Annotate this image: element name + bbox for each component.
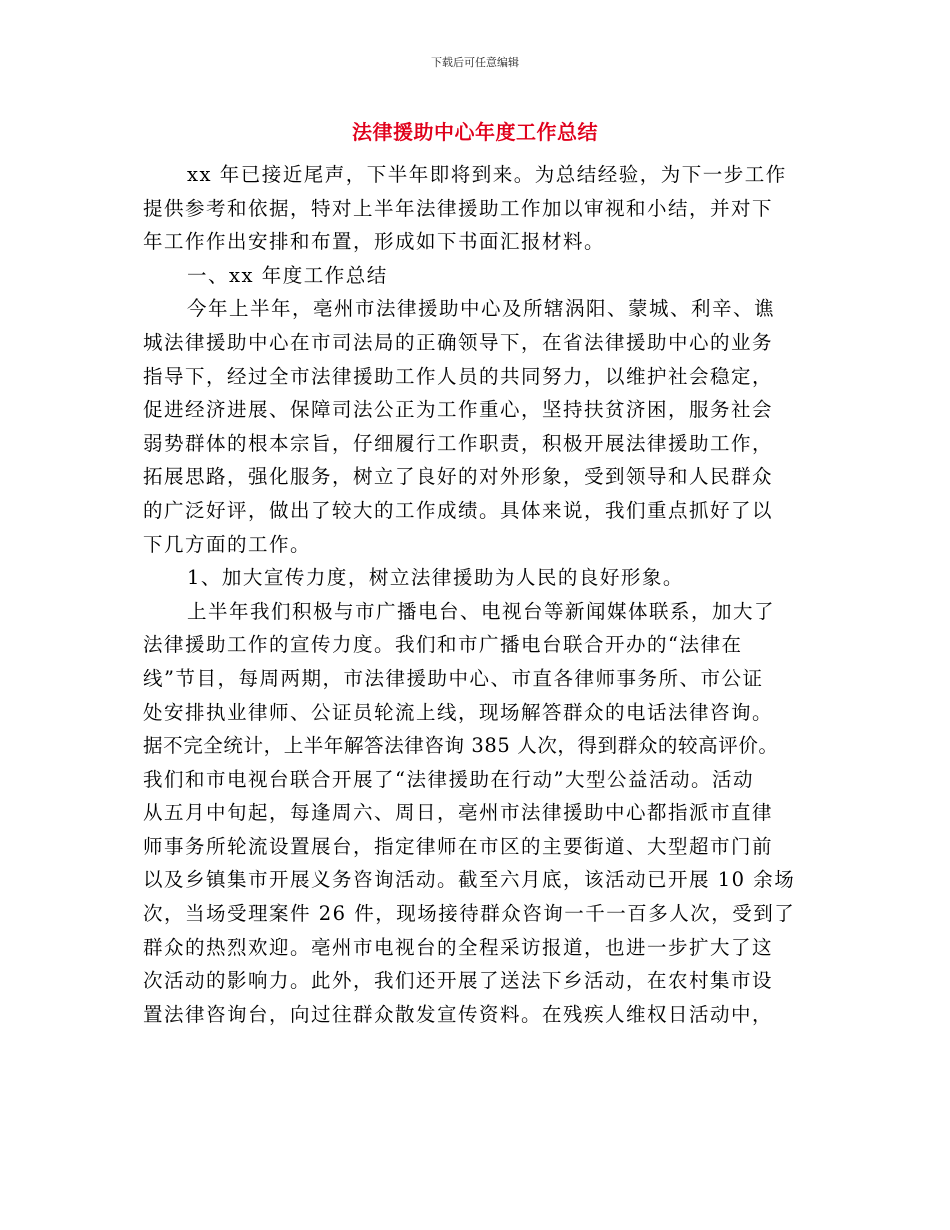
- paragraph-line: 据不完全统计，上半年解答法律咨询 385 人次，得到群众的较高评价。: [143, 734, 779, 758]
- section-heading: 一、xx 年度工作总结: [187, 263, 388, 287]
- paragraph-line: 弱势群体的根本宗旨，仔细履行工作职责，积极开展法律援助工作，: [143, 431, 774, 455]
- paragraph-line: 的广泛好评，做出了较大的工作成绩。具体来说，我们重点抓好了以: [143, 498, 774, 522]
- paragraph-line: 师事务所轮流设置展台，指定律师在市区的主要街道、大型超市门前: [143, 834, 774, 858]
- paragraph-line: xx 年已接近尾声，下半年即将到来。为总结经验，为下一步工作: [187, 163, 787, 186]
- paragraph-line: 次，当场受理案件 26 件，现场接待群众咨询一千一百多人次，受到了: [143, 902, 796, 926]
- paragraph-line: 拓展思路，强化服务，树立了良好的对外形象，受到领导和人民群众: [143, 465, 774, 489]
- paragraph-line: 指导下，经过全市法律援助工作人员的共同努力，以维护社会稳定，: [143, 364, 774, 388]
- paragraph-line: 城法律援助中心在市司法局的正确领导下，在省法律援助中心的业务: [143, 330, 774, 354]
- paragraph-line: 促进经济进展、保障司法公正为工作重心，坚持扶贫济困，服务社会: [143, 398, 774, 422]
- paragraph-line: 下几方面的工作。: [143, 532, 312, 556]
- paragraph-line: 置法律咨询台，向过往群众散发宣传资料。在残疾人维权日活动中，: [143, 1002, 774, 1026]
- paragraph-line: 上半年我们积极与市广播电台、电视台等新闻媒体联系，加大了: [187, 599, 776, 623]
- paragraph-line: 提供参考和依据，特对上半年法律援助工作加以审视和小结，并对下: [143, 196, 774, 220]
- paragraph-line: 线”节目，每周两期，市法律援助中心、市直各律师事务所、市公证: [143, 666, 764, 690]
- paragraph-line: 年工作作出安排和布置，形成如下书面汇报材料。: [143, 230, 606, 254]
- paragraph-line: 处安排执业律师、公证员轮流上线，现场解答群众的电话法律咨询。: [143, 700, 774, 724]
- paragraph-line: 群众的热烈欢迎。亳州市电视台的全程采访报道，也进一步扩大了这: [143, 935, 774, 959]
- paragraph-line: 以及乡镇集市开展义务咨询活动。截至六月底，该活动已开展 10 余场: [143, 868, 796, 892]
- paragraph-line: 今年上半年，亳州市法律援助中心及所辖涡阳、蒙城、利辛、谯: [187, 297, 776, 321]
- paragraph-line: 法律援助工作的宣传力度。我们和市广播电台联合开办的“法律在: [143, 633, 743, 657]
- subsection-heading: 1、加大宣传力度，树立法律援助为人民的良好形象。: [187, 566, 684, 590]
- header-note: 下载后可任意编辑: [431, 56, 519, 69]
- paragraph-line: 我们和市电视台联合开展了“法律援助在行动”大型公益活动。活动: [143, 767, 754, 791]
- document-body: [143, 158, 823, 1031]
- paragraph-line: 从五月中旬起，每逢周六、周日，亳州市法律援助中心都指派市直律: [143, 801, 774, 825]
- document-title: 法律援助中心年度工作总结: [352, 120, 598, 144]
- paragraph-line: 次活动的影响力。此外，我们还开展了送法下乡活动，在农村集市设: [143, 969, 774, 993]
